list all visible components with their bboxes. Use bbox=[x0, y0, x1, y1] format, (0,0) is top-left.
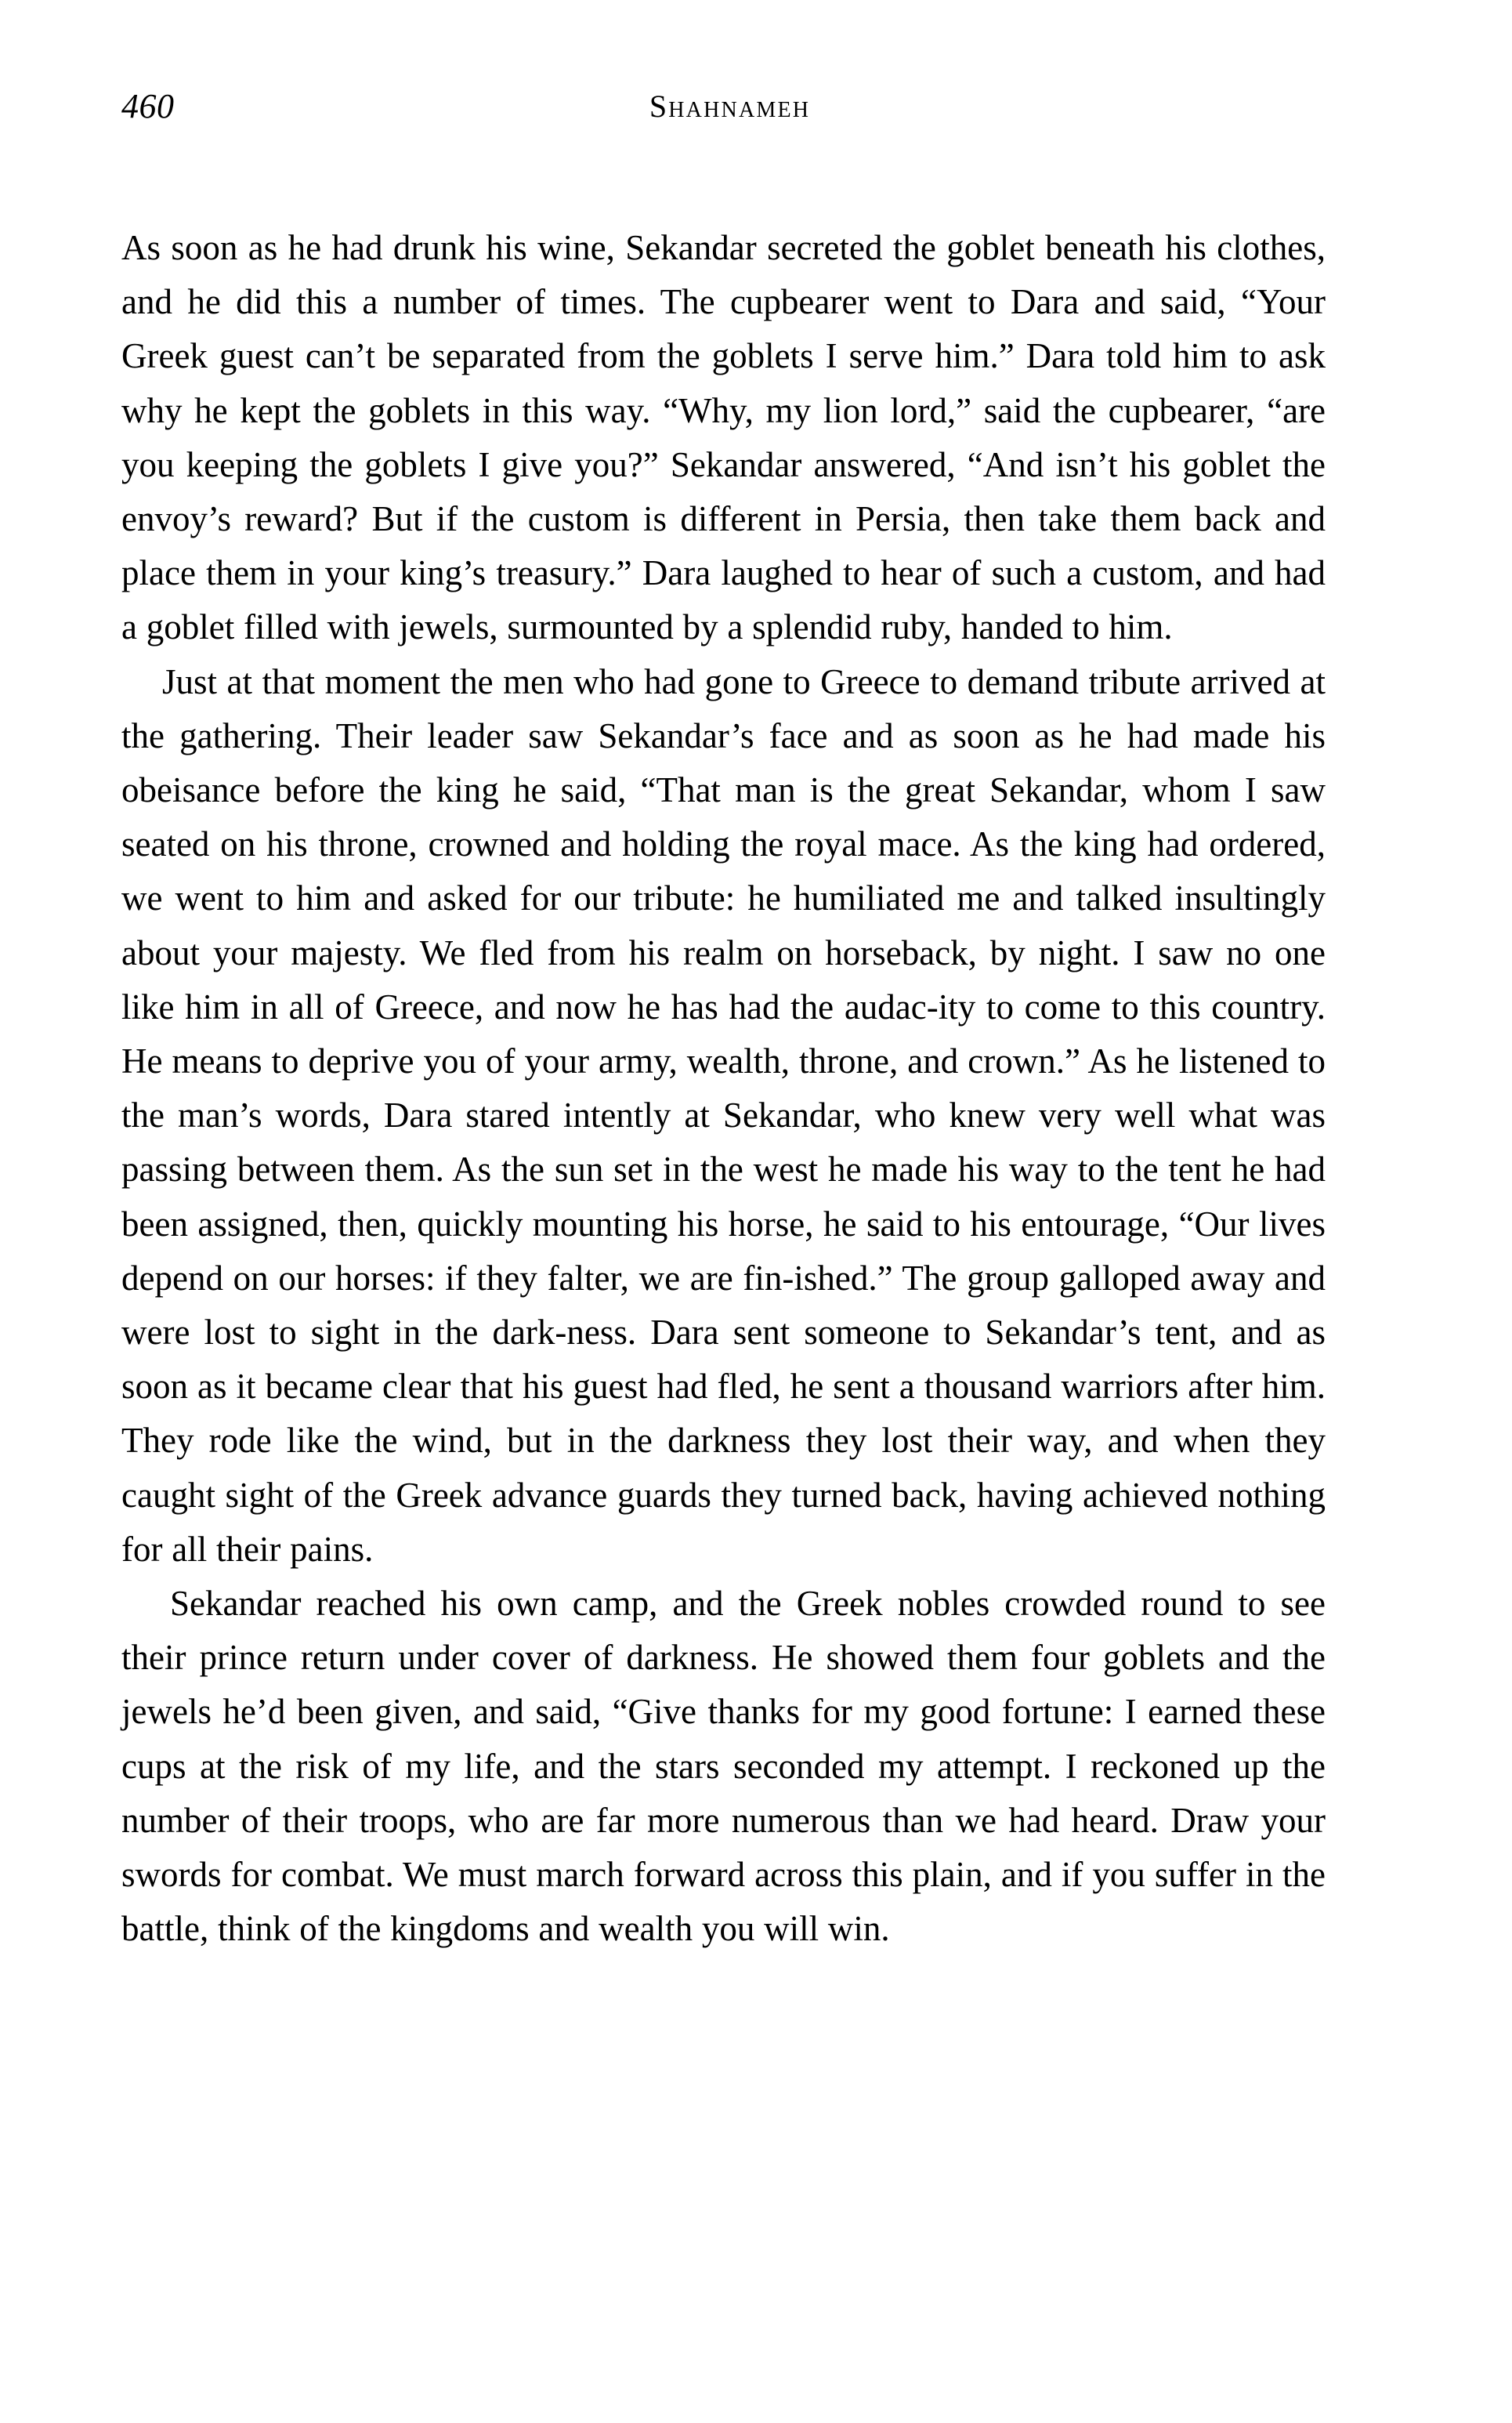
text-block bbox=[121, 221, 1326, 1957]
paragraph: Just at that moment the men who had gone to Greece to demand tribute arrived at the gathering. Their leader saw Sekandar’s face and as soon as he had made his obeisance before the king he said, “That man is the great Sekandar, whom I saw seated on his throne, crowned and holding the royal mace. As the king had ordered, we went to him and asked for our tribute: he humiliated me and talked insultingly about your majesty. We fled from his realm on horseback, by night. I saw no one like him in all of Greece, and now he has had the audac-ity to come to this country. He means to deprive you of your army, wealth, throne, and crown.” As he listened to the man’s words, Dara stared intently at Sekandar, who knew very well what was passing between them. As the sun set in the west he made his way to the tent he had been assigned, then, quickly mounting his horse, he said to his entourage, “Our lives depend on our horses: if they falter, we are fin-ished.” The group galloped away and were lost to sight in the dark-ness. Dara sent someone to Sekandar’s tent, and as soon as it became clear that his guest had fled, he sent a thousand warriors after him. They rode like the wind, but in the darkness they lost their way, and when they caught sight of the Greek advance guards they turned back, having achieved nothing for all their pains. bbox=[121, 661, 1326, 1569]
paragraph: As soon as he had drunk his wine, Sekandar secreted the goblet beneath his clothes, and he did this a number of times. The cupbearer went to Dara and said, “Your Greek guest can’t be separated from the goblets I serve him.” Dara told him to ask why he kept the goblets in this way. “Why, my lion lord,” said the cupbearer, “are you keeping the goblets I give you?” Sekandar answered, “And isn’t his goblet the envoy’s reward? But if the custom is different in Persia, then take them back and place them in your king’s treasury.” Dara laughed to hear of such a custom, and had a goblet filled with jewels, surmounted by a splendid ruby, handed to him. bbox=[121, 228, 1326, 647]
running-head bbox=[121, 85, 1324, 132]
paragraph: Sekandar reached his own camp, and the Greek nobles crowded round to see their prince return under cover of darkness. He showed them four goblets and the jewels he’d been given, and said, “Give thanks for my good fortune: I earned these cups at the risk of my life, and the stars seconded my attempt. I reckoned up the number of their troops, who are far more numerous than we had heard. Draw your swords for combat. We must march forward across this plain, and if you suffer in the battle, think of the kingdoms and wealth you will win. bbox=[121, 1584, 1326, 1949]
book-title-header: Shahnameh bbox=[649, 89, 811, 124]
page-number: 460 bbox=[121, 87, 175, 125]
